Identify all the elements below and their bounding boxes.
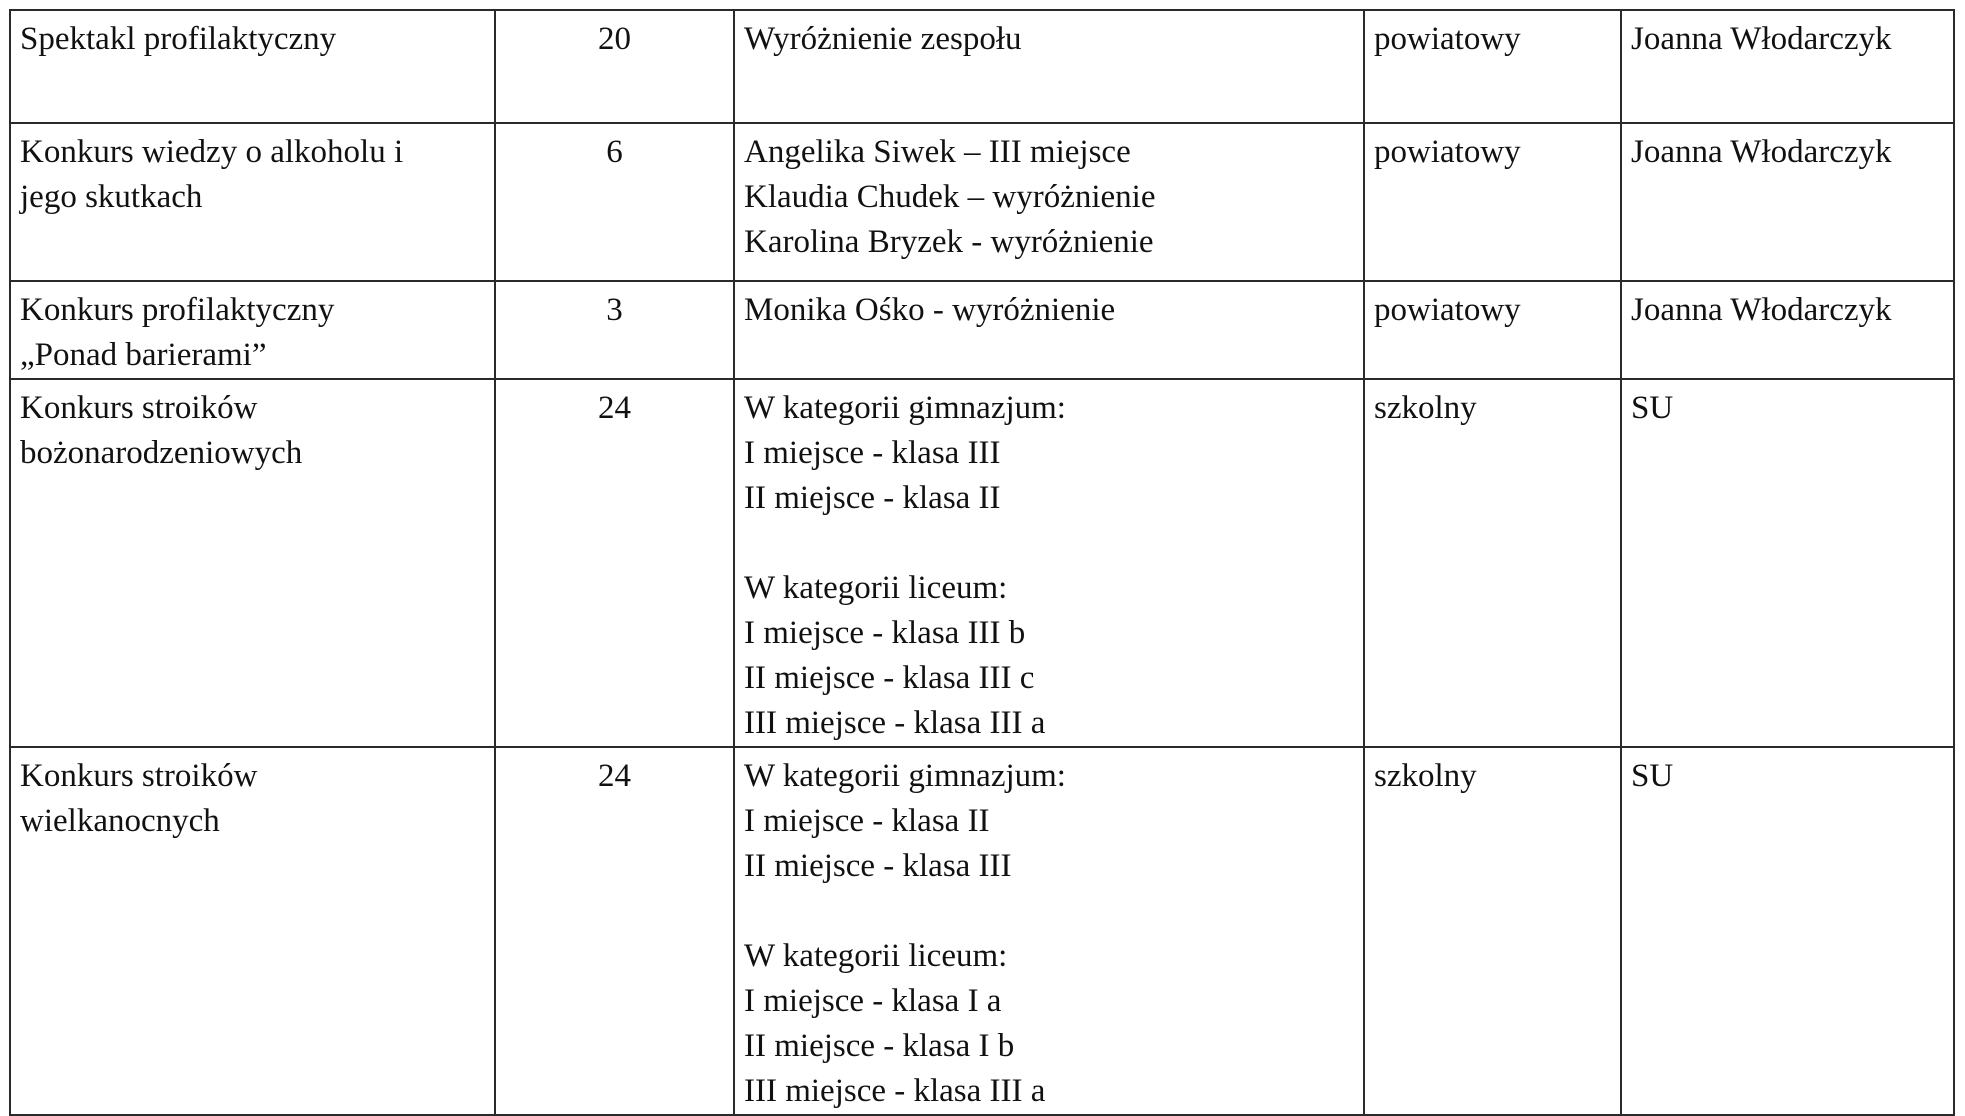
event-name-line: „Ponad barierami”: [20, 337, 267, 373]
event-name-line: wielkanocnych: [20, 803, 220, 839]
result-line: I miejsce - klasa III b: [744, 615, 1026, 651]
table-row: [10, 281, 1954, 379]
results-cell: [734, 281, 1364, 379]
level-cell: powiatowy: [1364, 123, 1621, 281]
result-line: Monika Ośko - wyróżnienie: [744, 292, 1116, 328]
table-row: [10, 747, 1954, 1115]
participants-cell: 20: [495, 10, 734, 123]
result-line: [744, 889, 1354, 934]
results-cell: [734, 379, 1364, 747]
participants-cell: 6: [495, 123, 734, 281]
results-cell: [734, 747, 1364, 1115]
competitions-table: [9, 9, 1955, 1116]
event-name-line: Konkurs stroików: [20, 758, 258, 794]
event-name-cell: [10, 747, 495, 1115]
result-line: II miejsce - klasa II: [744, 480, 1001, 516]
level-cell: szkolny: [1364, 747, 1621, 1115]
result-line: Angelika Siwek – III miejsce: [744, 134, 1131, 170]
event-name-cell: [10, 123, 495, 281]
participants-cell: 24: [495, 379, 734, 747]
table-row: [10, 10, 1954, 123]
table-row: [10, 123, 1954, 281]
table-row: [10, 379, 1954, 747]
event-name-line: Spektakl profilaktyczny: [20, 21, 337, 57]
level-cell: szkolny: [1364, 379, 1621, 747]
result-line: II miejsce - klasa III: [744, 848, 1012, 884]
result-line: II miejsce - klasa I b: [744, 1028, 1015, 1064]
event-name-line: Konkurs profilaktyczny: [20, 292, 335, 328]
event-name-cell: [10, 379, 495, 747]
result-line: I miejsce - klasa III: [744, 435, 1001, 471]
result-line: W kategorii liceum:: [744, 570, 1008, 606]
results-cell: [734, 123, 1364, 281]
organizer-cell: Joanna Włodarczyk: [1621, 123, 1954, 281]
organizer-cell: SU: [1621, 379, 1954, 747]
result-line: [744, 521, 1354, 566]
event-name-line: jego skutkach: [20, 179, 203, 215]
result-line: Klaudia Chudek – wyróżnienie: [744, 179, 1156, 215]
result-line: II miejsce - klasa III c: [744, 660, 1035, 696]
result-line: Wyróżnienie zespołu: [744, 21, 1022, 57]
organizer-cell: Joanna Włodarczyk: [1621, 281, 1954, 379]
result-line: W kategorii gimnazjum:: [744, 758, 1066, 794]
organizer-cell: SU: [1621, 747, 1954, 1115]
event-name-line: bożonarodzeniowych: [20, 435, 303, 471]
level-cell: powiatowy: [1364, 10, 1621, 123]
result-line: W kategorii gimnazjum:: [744, 390, 1066, 426]
result-line: Karolina Bryzek - wyróżnienie: [744, 224, 1154, 260]
participants-cell: 24: [495, 747, 734, 1115]
result-line: III miejsce - klasa III a: [744, 705, 1046, 741]
result-line: W kategorii liceum:: [744, 938, 1008, 974]
result-line: III miejsce - klasa III a: [744, 1073, 1046, 1109]
results-cell: [734, 10, 1364, 123]
result-line: I miejsce - klasa I a: [744, 983, 1002, 1019]
event-name-line: Konkurs wiedzy o alkoholu i: [20, 134, 404, 170]
event-name-cell: [10, 281, 495, 379]
organizer-cell: Joanna Włodarczyk: [1621, 10, 1954, 123]
level-cell: powiatowy: [1364, 281, 1621, 379]
event-name-line: Konkurs stroików: [20, 390, 258, 426]
result-line: I miejsce - klasa II: [744, 803, 990, 839]
participants-cell: 3: [495, 281, 734, 379]
event-name-cell: [10, 10, 495, 123]
